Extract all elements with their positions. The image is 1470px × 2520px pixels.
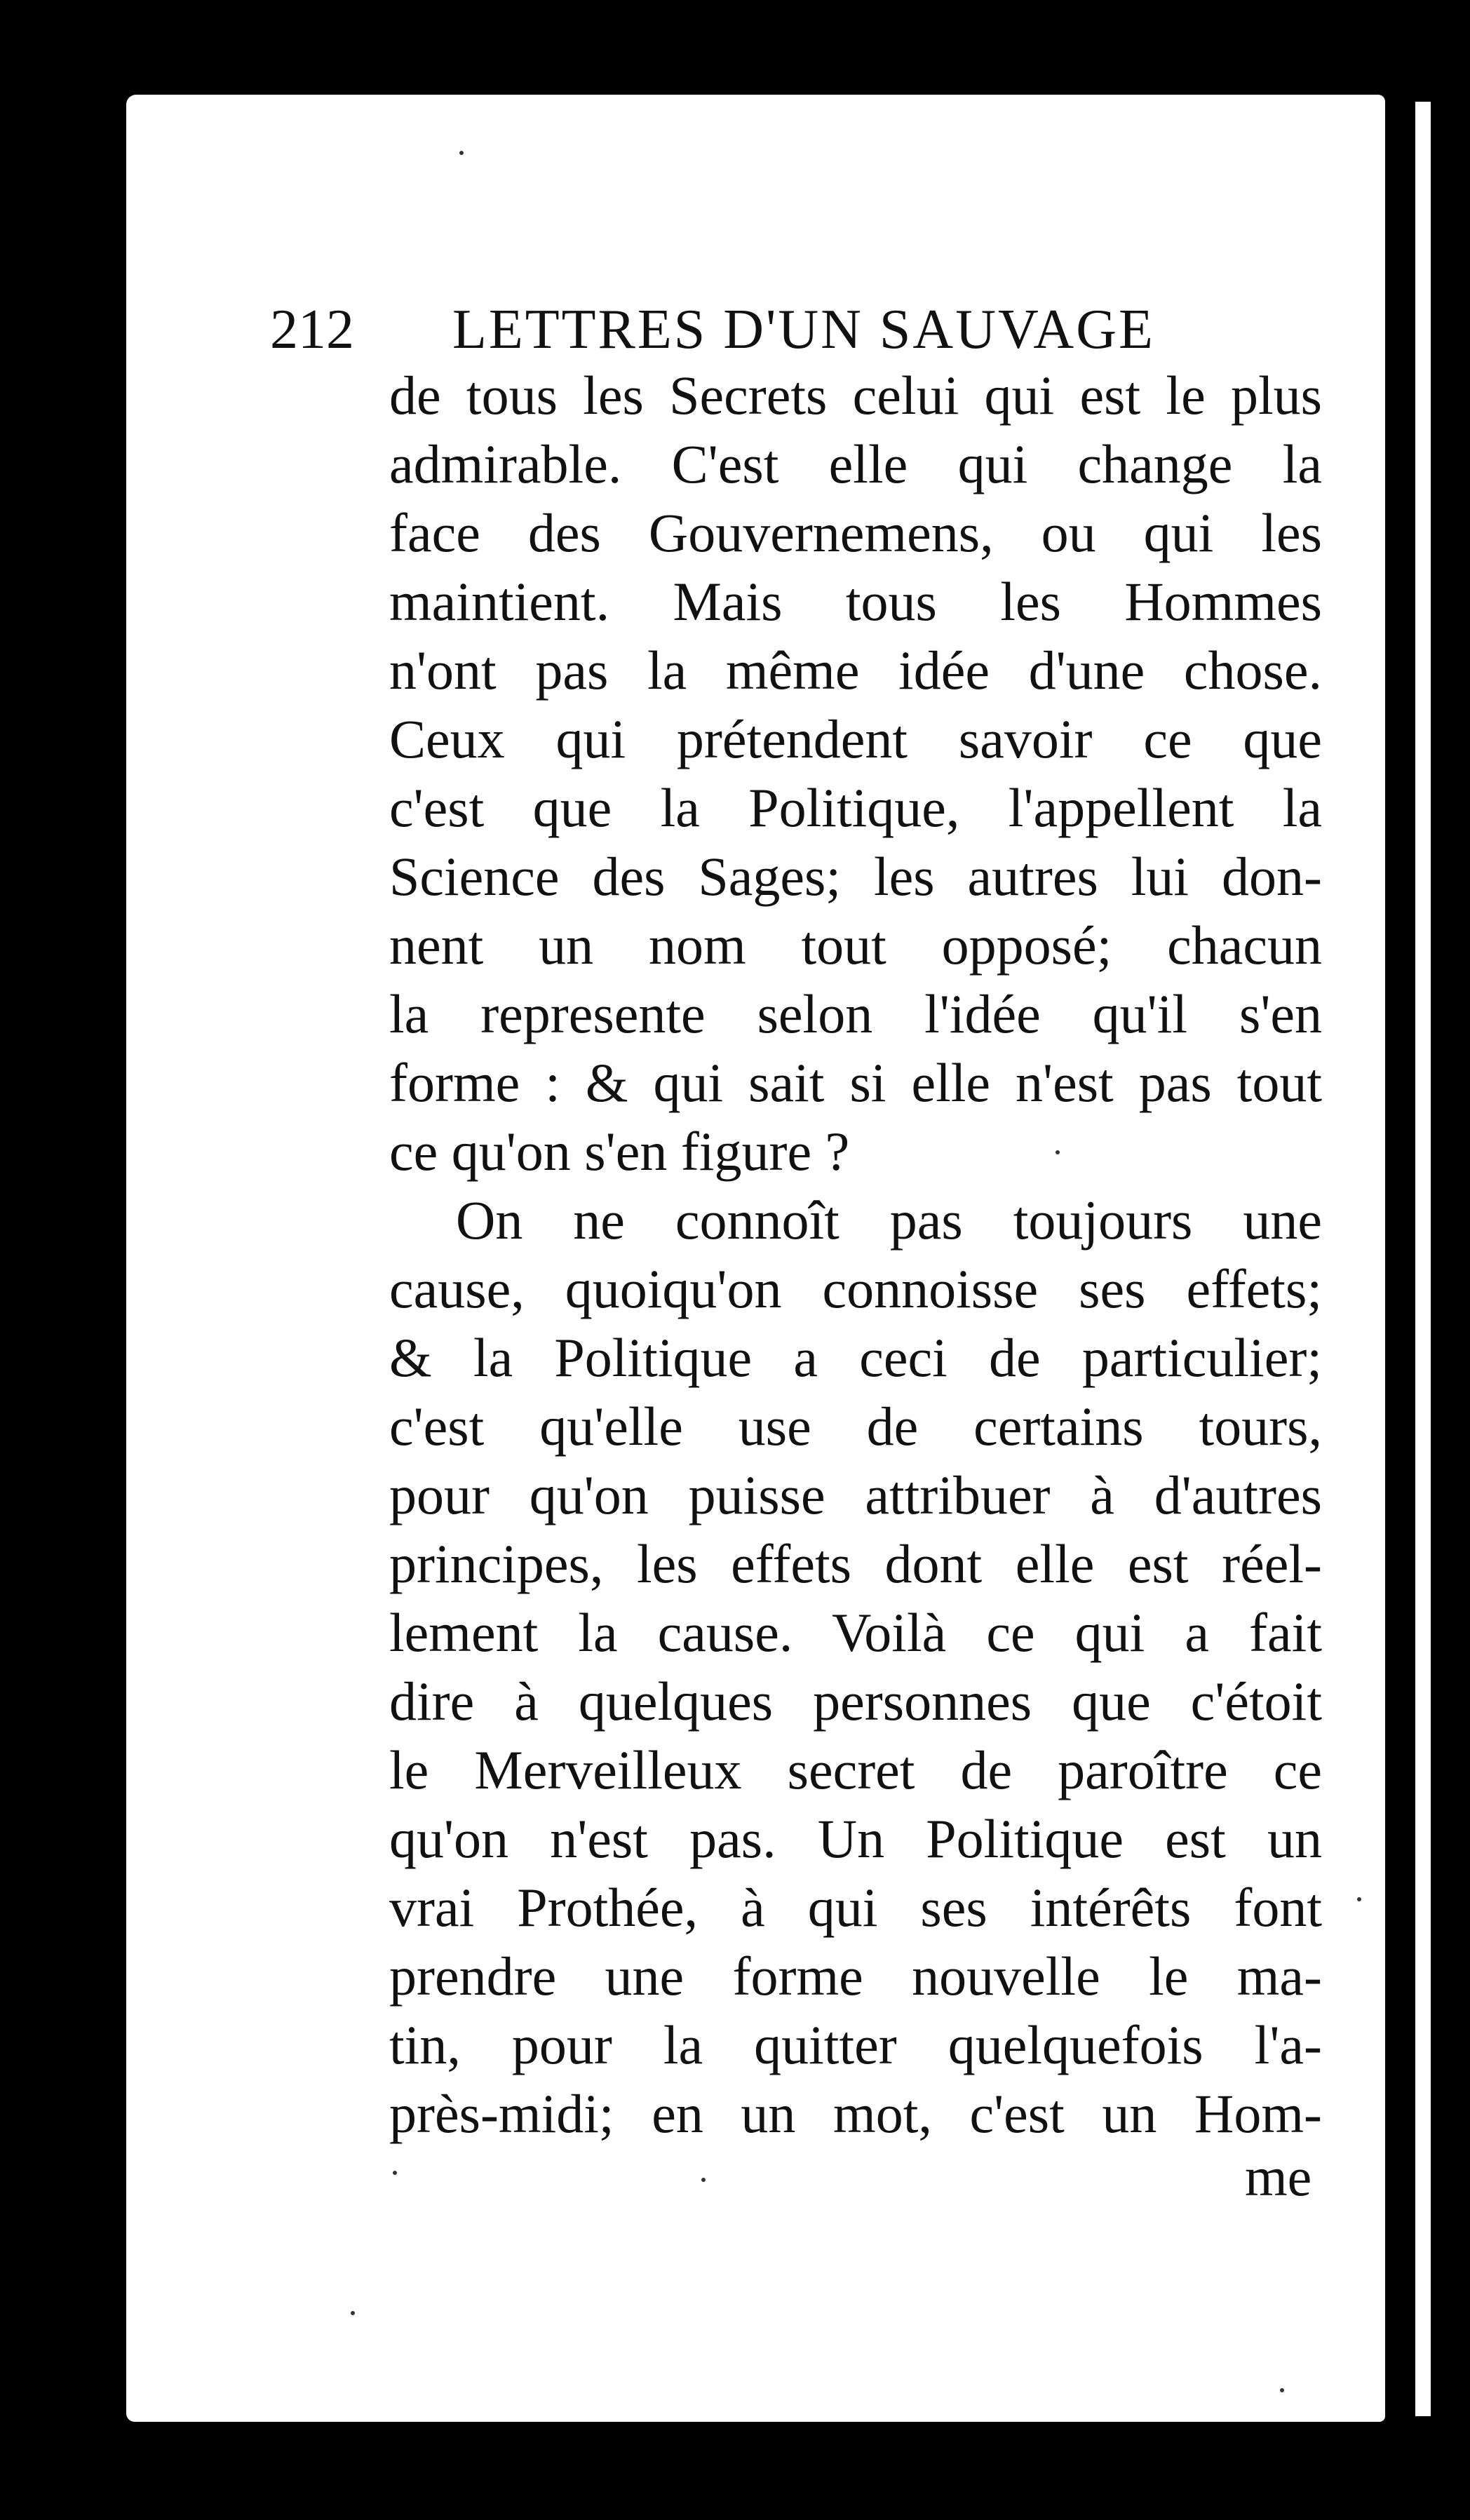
page-header [270,291,1350,368]
text-line: près-midi; en un mot, c'est un Hom- [389,2083,1322,2144]
text-line: dire à quelques personnes que c'étoit [389,1671,1322,1732]
text-line: le Merveilleux secret de paroître ce [389,1739,1322,1800]
text-line: lement la cause. Voilà ce qui a fait [389,1602,1322,1663]
text-line: qu'on n'est pas. Un Politique est un [389,1808,1322,1869]
running-title: LETTRES D'UN SAUVAGE [452,299,1155,361]
page-number: 212 [270,299,354,361]
text-line: la represente selon l'idée qu'il s'en [389,983,1322,1044]
text-line: On ne connoît pas toujours une [456,1190,1322,1251]
text-line: forme : & qui sait si elle n'est pas tout [389,1052,1322,1113]
text-line: de tous les Secrets celui qui est le plus [389,365,1322,426]
text-line: n'ont pas la même idée d'une chose. [389,640,1322,701]
text-line: admirable. C'est elle qui change la [389,433,1322,494]
text-line: maintient. Mais tous les Hommes [389,571,1322,632]
text-line: face des Gouvernemens, ou qui les [389,502,1322,563]
text-line: principes, les effets dont elle est réel- [389,1533,1322,1594]
text-line: prendre une forme nouvelle le ma- [389,1946,1322,2007]
text-line: nent un nom tout opposé; chacun [389,915,1322,976]
text-line: tin, pour la quitter quelquefois l'a- [389,2014,1322,2075]
text-line: cause, quoiqu'on connoisse ses effets; [389,1258,1322,1319]
catchword: me [1245,2146,1312,2207]
text-line: & la Politique a ceci de particulier; [389,1327,1322,1388]
text-line: Science des Sages; les autres lui don- [389,846,1322,907]
text-line: c'est qu'elle use de certains tours, [389,1396,1322,1457]
text-line: ce qu'on s'en figure ? [389,1121,850,1182]
text-line: vrai Prothée, à qui ses intérêts font [389,1877,1322,1938]
body-text [389,361,1322,2148]
text-line: Ceux qui prétendent savoir ce que [389,708,1322,769]
next-page-edge [1415,102,1431,2416]
text-line: pour qu'on puisse attribuer à d'autres [389,1464,1322,1525]
text-line: c'est que la Politique, l'appellent la [389,777,1322,838]
